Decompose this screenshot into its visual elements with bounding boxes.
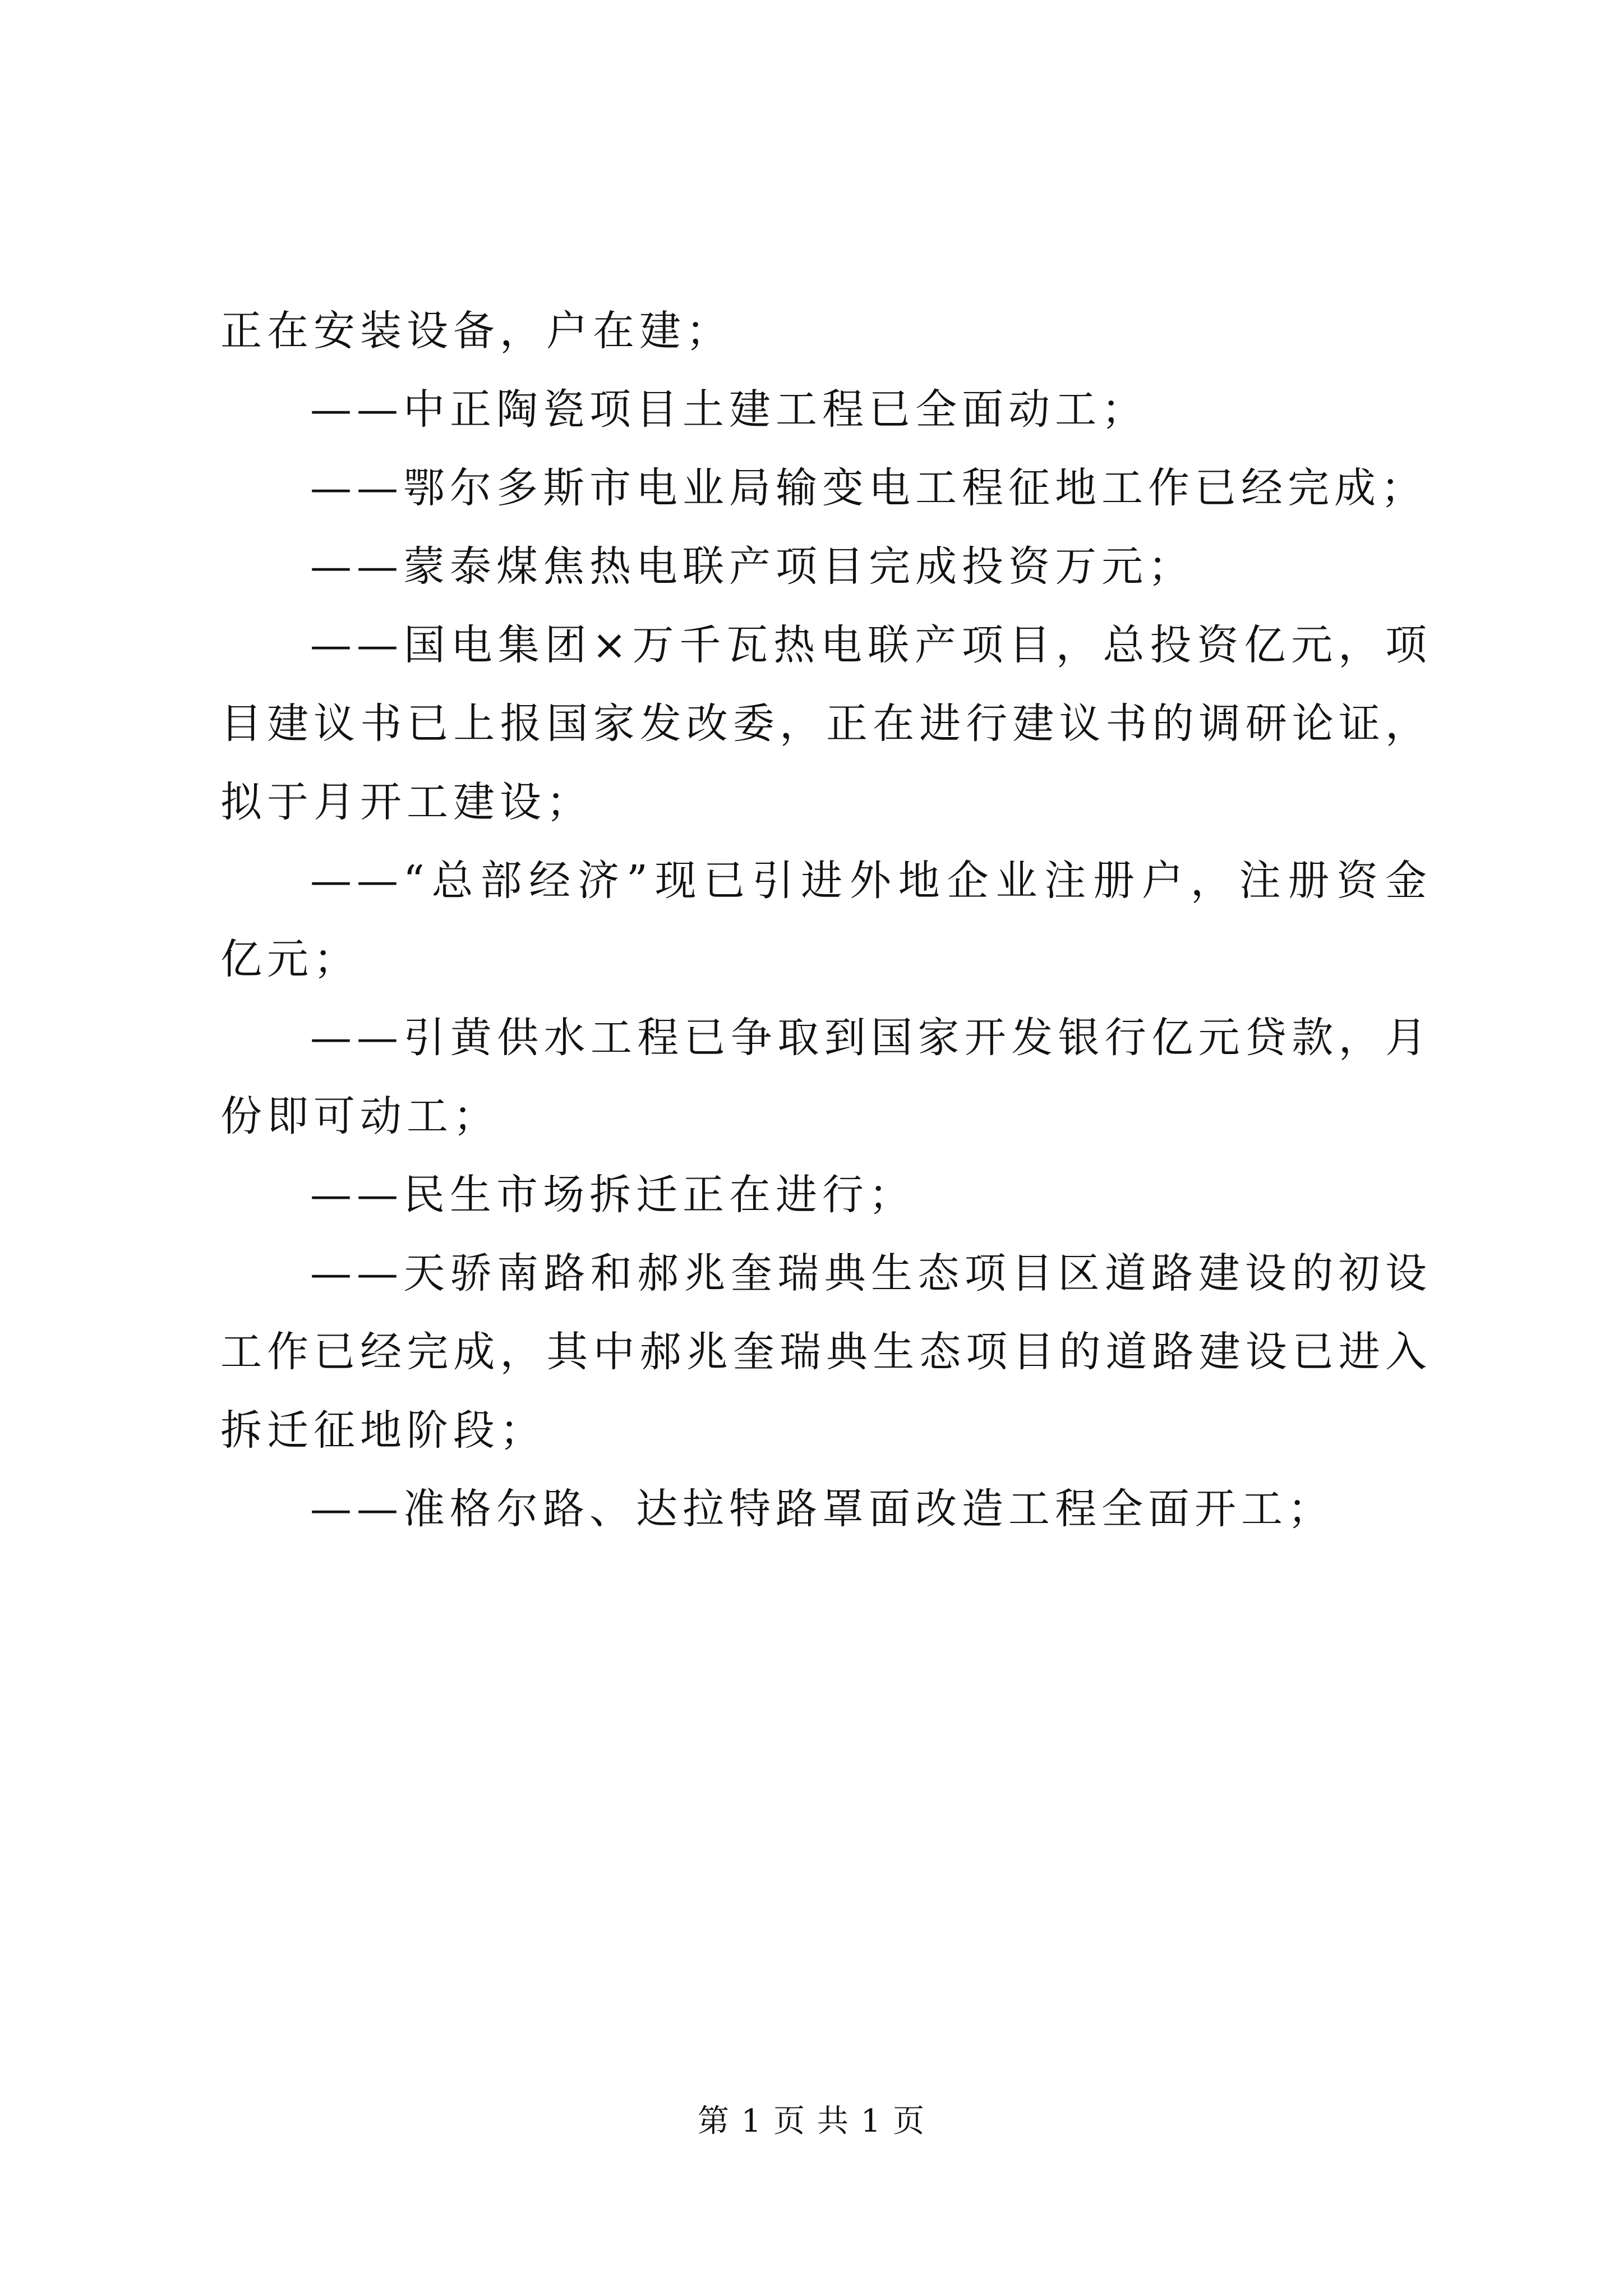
page-number-footer: 第 1 页 共 1 页 [697, 2103, 926, 2139]
list-item: ——蒙泰煤焦热电联产项目完成投资万元； [310, 542, 1195, 591]
list-item: ——引黄供水工程已争取到国家开发银行亿元贷款，月份即可动工； [220, 1014, 1432, 1140]
list-item: ——民生市场拆迁正在进行； [310, 1171, 915, 1219]
paragraph: 正在安装设备，户在建； [220, 307, 732, 355]
list-item: ——准格尔路、达拉特路罩面改造工程全面开工； [310, 1485, 1334, 1533]
list-item: ——鄂尔多斯市电业局输变电工程征地工作已经完成； [310, 464, 1427, 512]
list-item: ——国电集团×万千瓦热电联产项目，总投资亿元，项目建议书已上报国家发改委，正在进行建议书的调研论证，拟于月开工建设； [220, 621, 1432, 826]
list-item: ——天骄南路和郝兆奎瑞典生态项目区道路建设的初设工作已经完成，其中郝兆奎瑞典生态项目的道路建设已进入拆迁征地阶段； [220, 1249, 1432, 1455]
list-item: ——“总部经济”现已引进外地企业注册户，注册资金亿元； [220, 857, 1432, 983]
document-body [220, 292, 1432, 1548]
list-item: ——中正陶瓷项目土建工程已全面动工； [310, 385, 1148, 434]
